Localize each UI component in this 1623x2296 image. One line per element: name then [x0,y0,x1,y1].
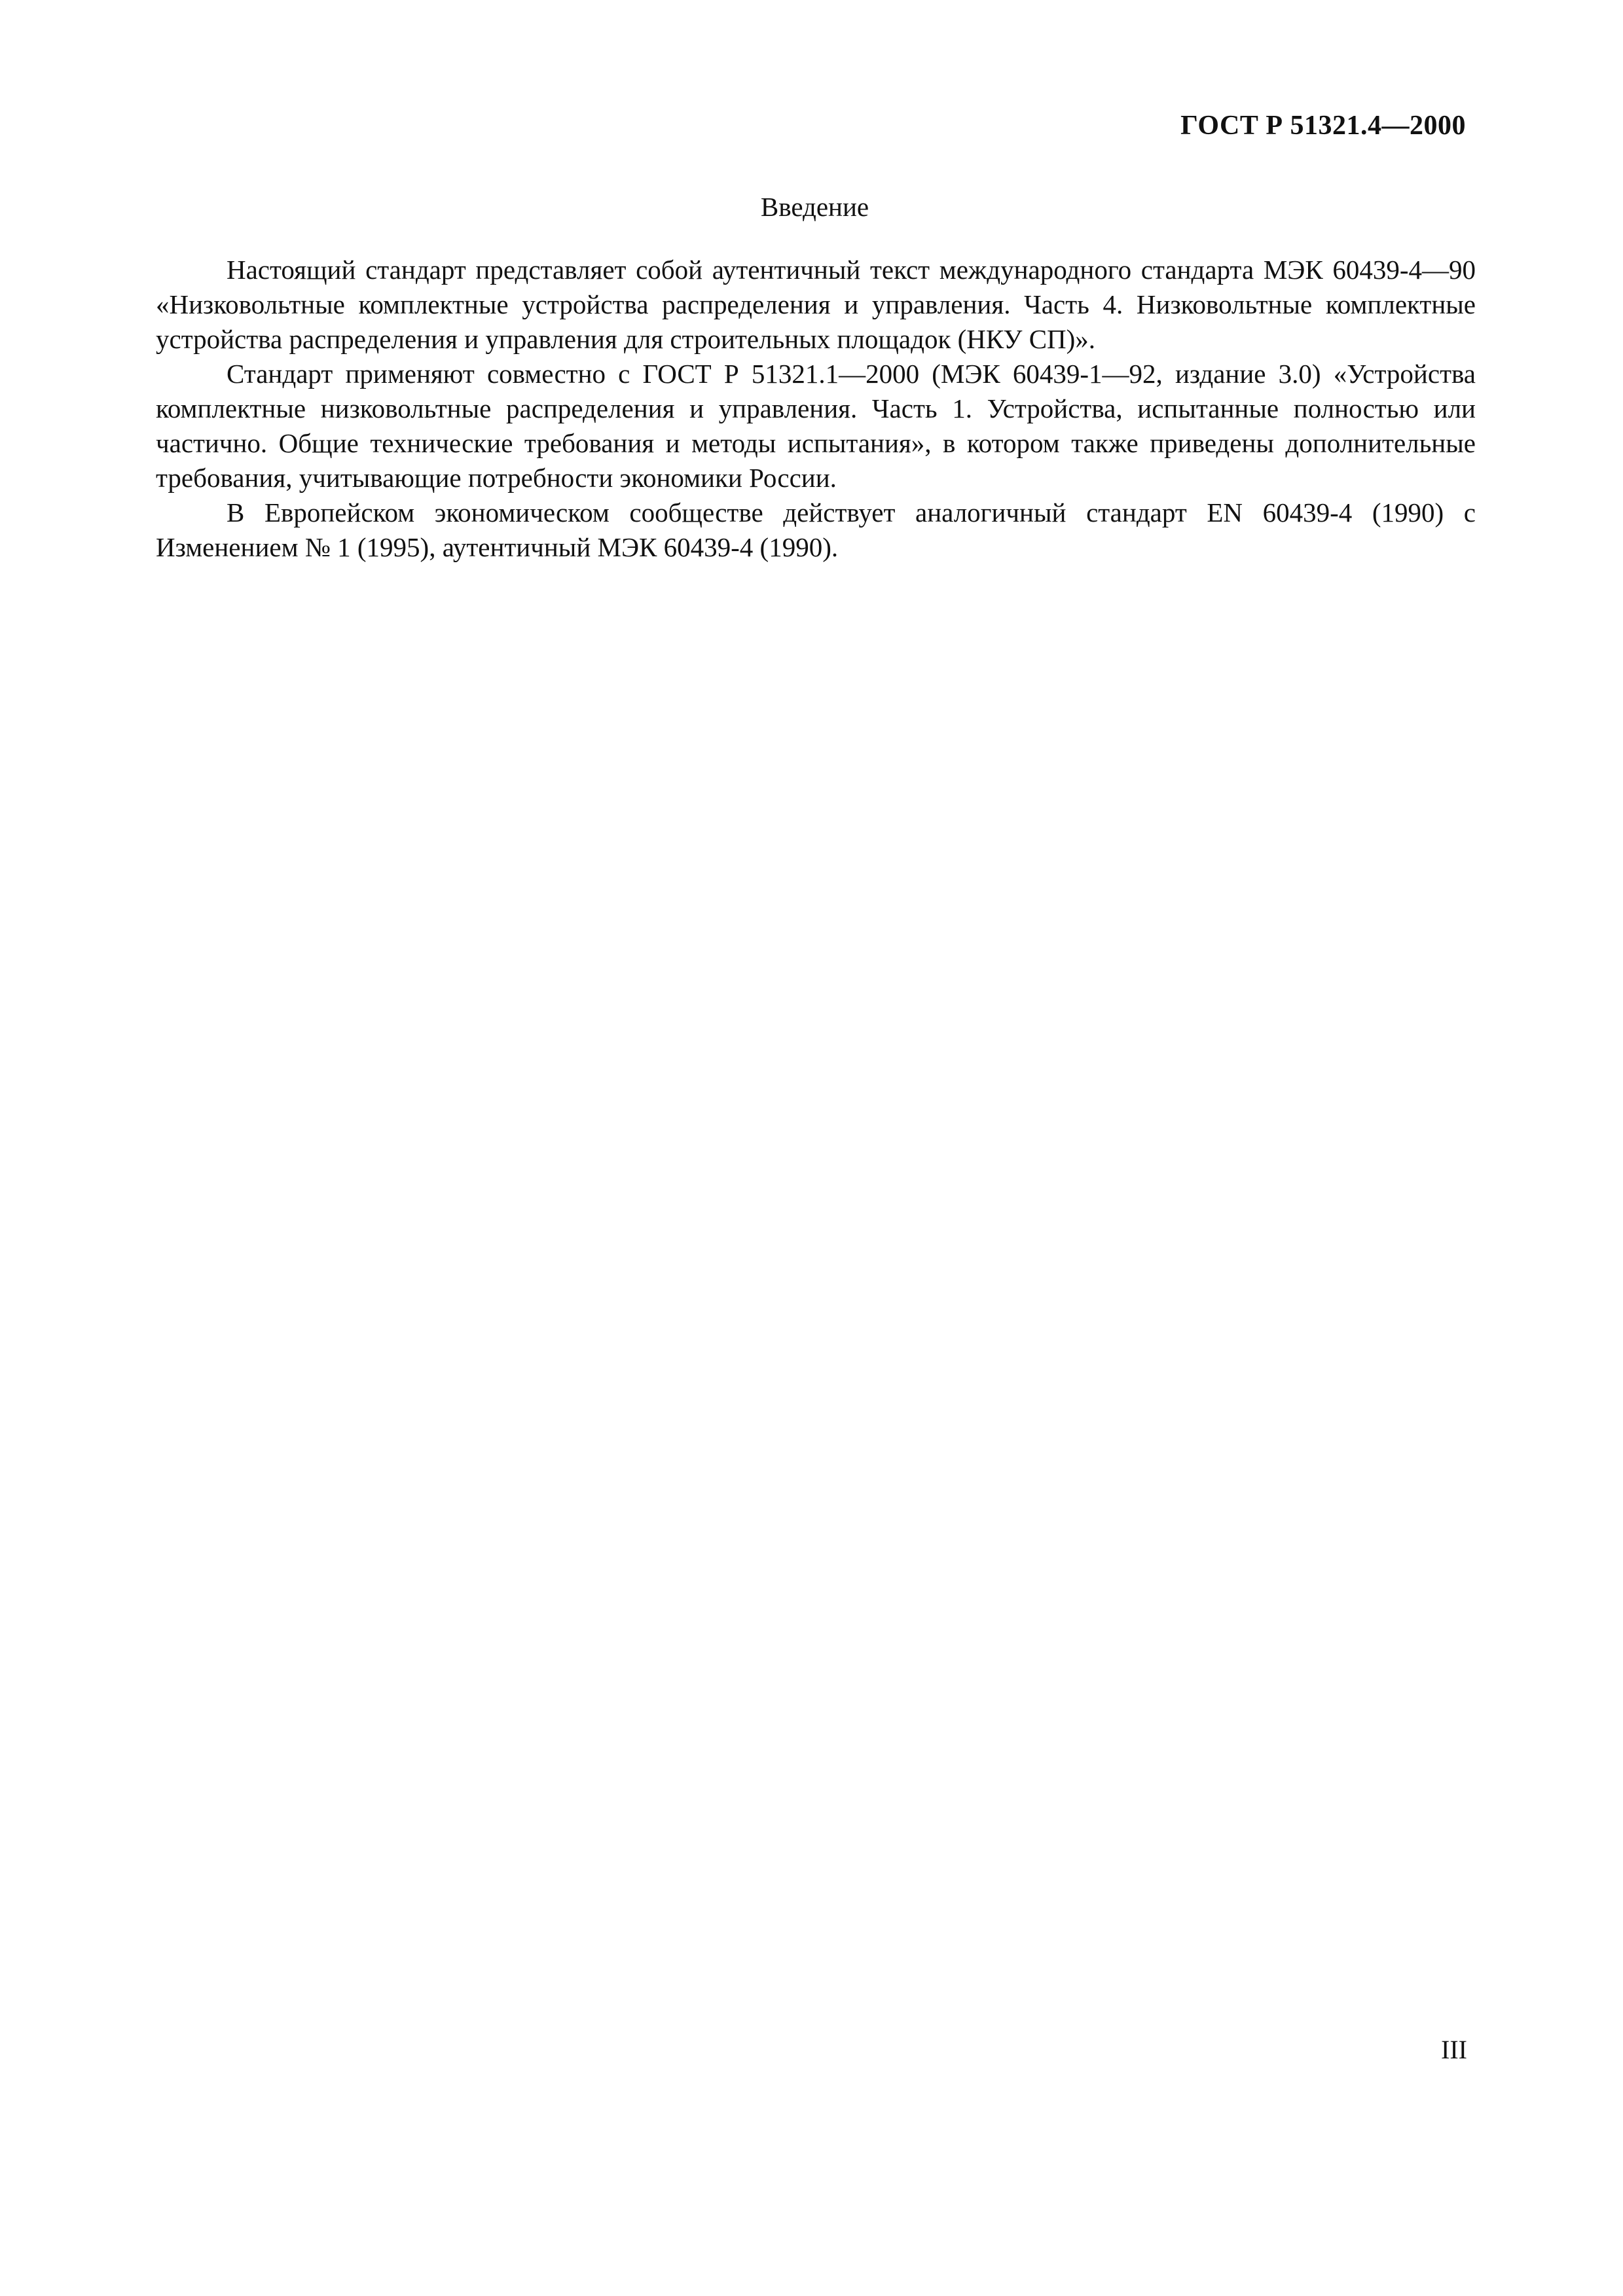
paragraph-joint-application: Стандарт применяют совместно с ГОСТ Р 51321.1—2000 (МЭК 60439-1—92, издание 3.0) «Устройства комплектные низковольтные распределения и управления. Часть 1. Устройства, испытанные полностью или частично. Общие технические требования и методы испытания», в котором также приведены дополнительные требования, учитывающие потребности экономики России. [156,359,1476,493]
paragraph-standard-description: Настоящий стандарт представляет собой аутентичный текст международного стандарта МЭК 60439-4—90 «Низковольтные комплектные устройства распределения и управления. Часть 4. Низковольтные комплектные устройства распределения и управления для строительных площадок (НКУ СП)». [156,255,1476,354]
page-number: III [1441,2035,1467,2064]
document-code-header: ГОСТ Р 51321.4—2000 [1180,111,1466,141]
introduction-body [156,253,1476,565]
section-title: Введение [760,192,869,222]
paragraph-european-equivalent: В Европейском экономическом сообществе действует аналогичный стандарт EN 60439-4 (1990) с Изменением № 1 (1995), аутентичный МЭК 60439-4 (1990). [156,497,1476,562]
